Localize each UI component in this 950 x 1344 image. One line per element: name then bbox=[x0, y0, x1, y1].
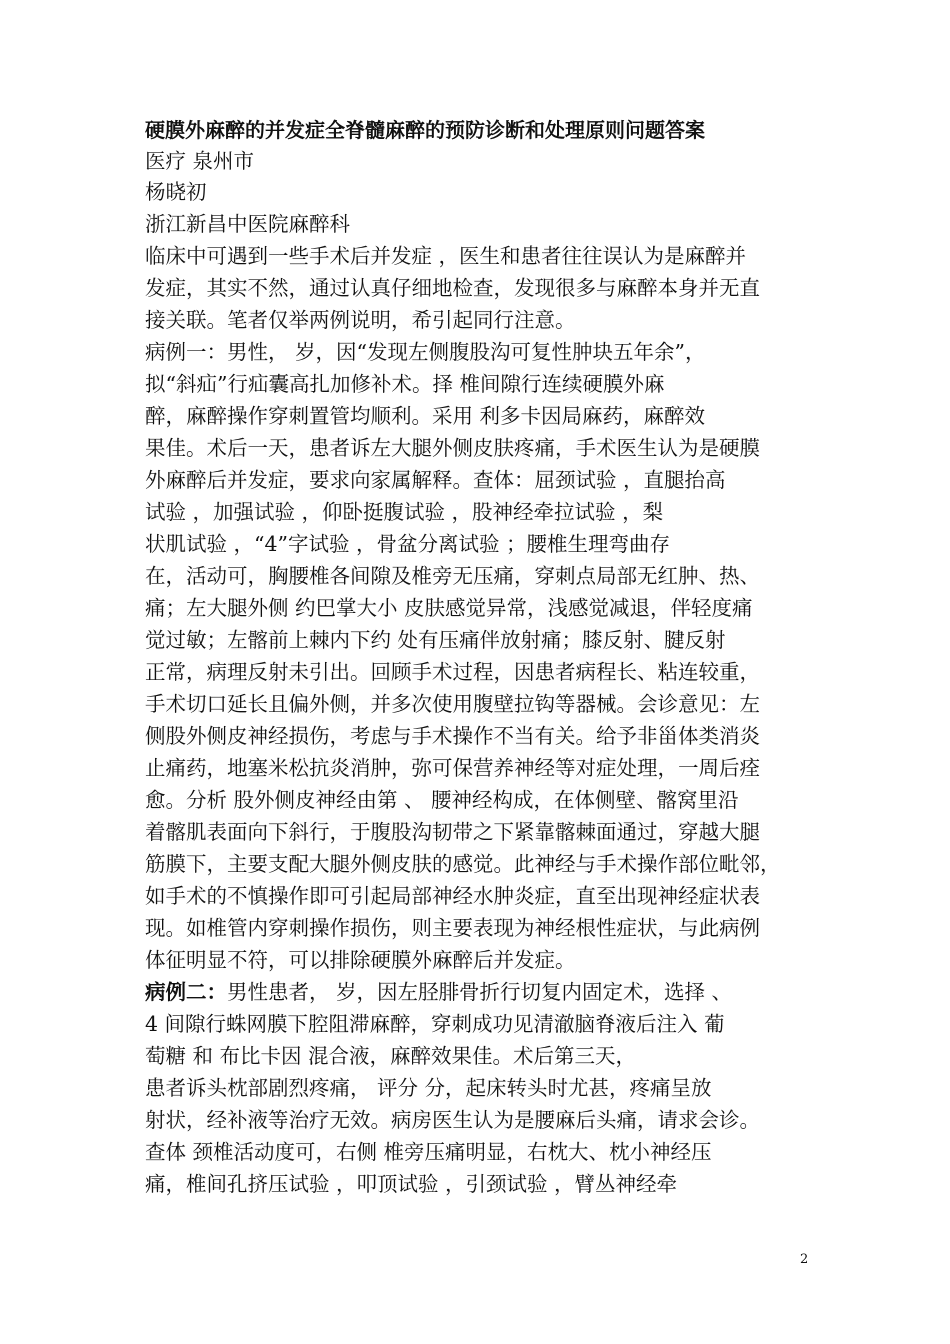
text-line: 医疗 泉州市 bbox=[145, 149, 255, 173]
text-line: 如手术的不慎操作即可引起局部神经水肿炎症，直至出现神经症状表 bbox=[145, 884, 760, 908]
text-line: 杨晓初 bbox=[145, 180, 207, 204]
text-line: 着髂肌表面向下斜行，于腹股沟韧带之下紧靠髂棘面通过，穿越大腿 bbox=[145, 820, 760, 844]
text-line: 发症，其实不然，通过认真仔细地检查，发现很多与麻醉本身并无直 bbox=[145, 276, 760, 300]
text-line: 外麻醉后并发症，要求向家属解释。查体：屈颈试验 ，直腿抬高 bbox=[145, 468, 726, 492]
text-line: 侧股外侧皮神经损伤，考虑与手术操作不当有关。给予非甾体类消炎 bbox=[145, 724, 760, 748]
text-line: 4 间隙行蛛网膜下腔阻滞麻醉，穿刺成功见清澈脑脊液后注入 葡 bbox=[145, 1012, 725, 1036]
text-line: 浙江新昌中医院麻醉科 bbox=[145, 212, 350, 236]
text-line bbox=[145, 980, 810, 1004]
text-line: 体征明显不符，可以排除硬膜外麻醉后并发症。 bbox=[145, 948, 576, 972]
text-line: 痛，椎间孔挤压试验 ，叩顶试验 ，引颈试验 ，臂丛神经牵 bbox=[145, 1172, 678, 1196]
text-line: 病例一：男性， 岁，因“发现左侧腹股沟可复性肿块五年余”， bbox=[145, 340, 706, 364]
text-line: 手术切口延长且偏外侧，并多次使用腹壁拉钩等器械。会诊意见：左 bbox=[145, 692, 760, 716]
text-line: 患者诉头枕部剧烈疼痛， 评分 分，起床转头时尤甚，疼痛呈放 bbox=[145, 1076, 712, 1100]
case2-line-text: 男性患者， 岁，因左胫腓骨折行切复内固定术，选择 、 bbox=[227, 980, 733, 1004]
text-line: 正常，病理反射未引出。回顾手术过程，因患者病程长、粘连较重， bbox=[145, 660, 760, 684]
text-line: 临床中可遇到一些手术后并发症 ，医生和患者往往误认为是麻醉并 bbox=[145, 244, 747, 268]
text-line: 试验 ，加强试验 ，仰卧挺腹试验 ，股神经牵拉试验 ，梨 bbox=[145, 500, 664, 524]
text-line: 愈。分析 股外侧皮神经由第 、 腰神经构成，在体侧壁、髂窝里沿 bbox=[145, 788, 739, 812]
text-line: 痛；左大腿外侧 约巴掌大小 皮肤感觉异常，浅感觉减退，伴轻度痛 bbox=[145, 596, 753, 620]
text-line: 醉，麻醉操作穿刺置管均顺利。采用 利多卡因局麻药，麻醉效 bbox=[145, 404, 706, 428]
text-line: 止痛药，地塞米松抗炎消肿，弥可保营养神经等对症处理，一周后痊 bbox=[145, 756, 760, 780]
page-number: 2 bbox=[800, 1252, 809, 1267]
text-line: 在，活动可，胸腰椎各间隙及椎旁无压痛，穿刺点局部无红肿、热、 bbox=[145, 564, 760, 588]
text-line: 现。如椎管内穿刺操作损伤，则主要表现为神经根性症状，与此病例 bbox=[145, 916, 760, 940]
case2-label: 病例二： bbox=[145, 980, 227, 1004]
text-line: 果佳。术后一天，患者诉左大腿外侧皮肤疼痛，手术医生认为是硬膜 bbox=[145, 436, 760, 460]
text-line: 筋膜下，主要支配大腿外侧皮肤的感觉。此神经与手术操作部位毗邻， bbox=[145, 852, 781, 876]
text-line: 觉过敏；左髂前上棘内下约 处有压痛伴放射痛；膝反射、腱反射 bbox=[145, 628, 726, 652]
text-line: 射状，经补液等治疗无效。病房医生认为是腰麻后头痛，请求会诊。 bbox=[145, 1108, 760, 1132]
text-line: 接关联。笔者仅举两例说明，希引起同行注意。 bbox=[145, 308, 576, 332]
text-line: 拟“斜疝”行疝囊高扎加修补术。择 椎间隙行连续硬膜外麻 bbox=[145, 372, 665, 396]
text-line: 萄糖 和 布比卡因 混合液，麻醉效果佳。术后第三天， bbox=[145, 1044, 637, 1068]
text-line: 状肌试验 ，“4”字试验 ，骨盆分离试验 ；腰椎生理弯曲存 bbox=[145, 532, 671, 556]
document-title: 硬膜外麻醉的并发症全脊髓麻醉的预防诊断和处理原则问题答案 bbox=[145, 118, 705, 142]
text-line: 查体 颈椎活动度可，右侧 椎旁压痛明显，右枕大、枕小神经压 bbox=[145, 1140, 712, 1164]
